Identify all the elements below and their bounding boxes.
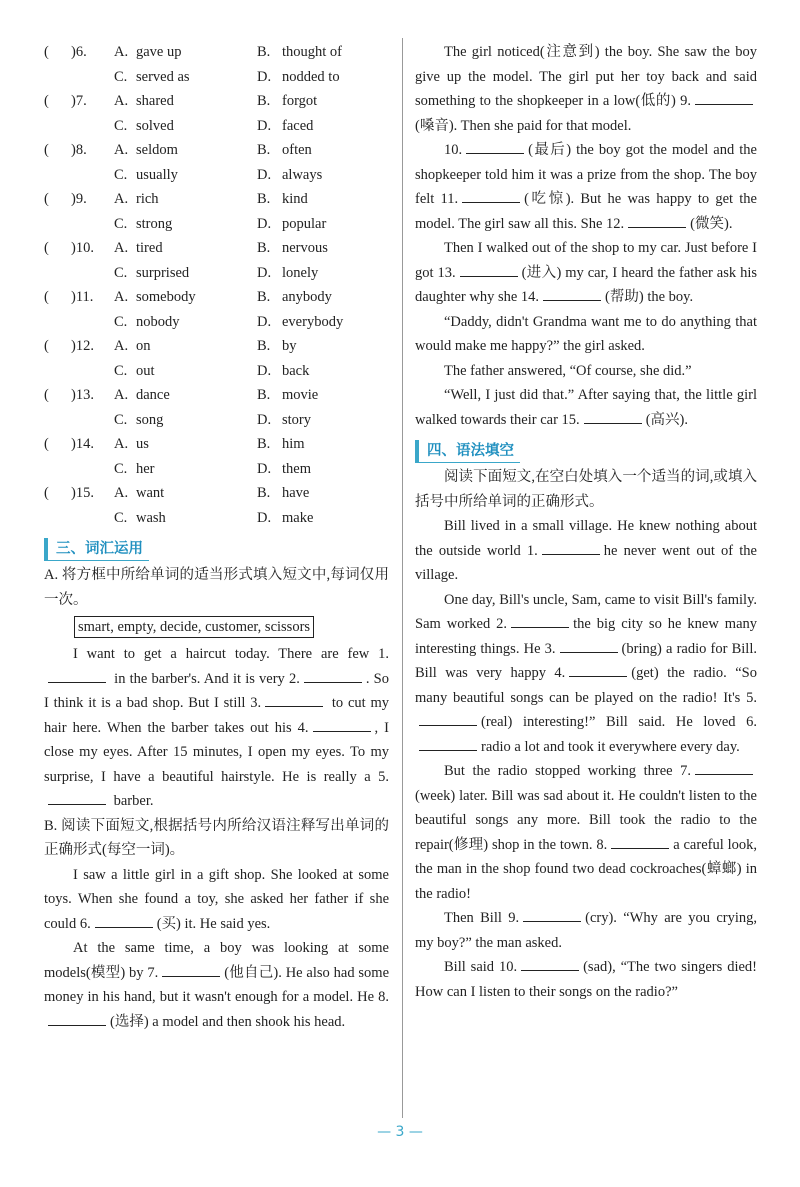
choice-question xyxy=(44,383,389,408)
option-d[interactable]: make xyxy=(282,509,314,526)
choice-question-row2 xyxy=(44,114,389,139)
option-label: B. xyxy=(257,338,271,354)
choice-question-row2 xyxy=(44,261,389,286)
question-number: )11. xyxy=(71,289,94,305)
option-label: C. xyxy=(114,264,128,281)
option-label: B. xyxy=(257,387,271,403)
option-label: A. xyxy=(114,142,129,158)
option-label: D. xyxy=(257,215,272,232)
story-paragraph-4: “Daddy, didn't Grandma want me to do anything that would make me happy?” the girl asked. xyxy=(415,313,757,354)
option-label: A. xyxy=(114,93,129,109)
choice-question-row2 xyxy=(44,506,389,531)
section3-partB-instruction: B. 阅读下面短文,根据括号内所给汉语注释写出单词的正确形式(每空一词)。 xyxy=(44,817,389,858)
blank-3[interactable] xyxy=(265,692,323,707)
option-label: D. xyxy=(257,68,272,85)
option-c[interactable]: usually xyxy=(136,166,178,183)
option-label: A. xyxy=(114,436,129,452)
answer-paren[interactable]: ( xyxy=(44,240,49,256)
choice-question-row2 xyxy=(44,65,389,90)
grammar-blank-7[interactable] xyxy=(695,760,753,775)
option-a[interactable]: rich xyxy=(136,191,159,207)
option-label: B. xyxy=(257,289,271,305)
section4-title: 四、语法填空 xyxy=(415,440,520,463)
option-label: A. xyxy=(114,485,129,501)
story-paragraph-5: The father answered, “Of course, she did.” xyxy=(444,362,692,379)
partB-paragraph-1: I saw a little girl in a gift shop. She looked at some toys. When she found a toy, she asked her father if she could 6. (买) it. He said yes. xyxy=(44,866,389,932)
blank-7[interactable] xyxy=(162,962,220,977)
grammar-blank-9[interactable] xyxy=(523,907,581,922)
option-label: C. xyxy=(114,362,128,379)
option-b[interactable]: thought of xyxy=(282,44,343,60)
choice-questions xyxy=(44,40,389,530)
option-label: D. xyxy=(257,411,272,428)
choice-question xyxy=(44,40,389,65)
grammar-blank-10[interactable] xyxy=(521,956,579,971)
question-number: )6. xyxy=(71,44,87,60)
question-number: )14. xyxy=(71,436,94,452)
option-label: D. xyxy=(257,362,272,379)
blank-11[interactable] xyxy=(462,188,520,203)
option-a[interactable]: want xyxy=(136,485,165,501)
option-a[interactable]: tired xyxy=(136,240,163,256)
question-number: )7. xyxy=(71,93,87,109)
option-c[interactable]: her xyxy=(136,460,155,477)
option-a[interactable]: somebody xyxy=(136,289,196,305)
blank-5[interactable] xyxy=(48,790,106,805)
choice-question xyxy=(44,285,389,310)
blank-6[interactable] xyxy=(95,913,153,928)
option-c[interactable]: solved xyxy=(136,117,174,134)
option-label: B. xyxy=(257,436,271,452)
answer-paren[interactable]: ( xyxy=(44,485,49,501)
option-b[interactable]: movie xyxy=(282,387,319,403)
option-c[interactable]: nobody xyxy=(136,313,180,330)
option-label: C. xyxy=(114,460,128,477)
option-label: C. xyxy=(114,509,128,526)
section4-instruction: 阅读下面短文,在空白处填入一个适当的词,或填入括号中所给单词的正确形式。 xyxy=(415,469,757,510)
option-label: C. xyxy=(114,411,128,428)
option-a[interactable]: seldom xyxy=(136,142,178,158)
question-number: )10. xyxy=(71,240,94,256)
option-label: B. xyxy=(257,240,271,256)
option-b[interactable]: often xyxy=(282,142,312,158)
option-a[interactable]: us xyxy=(136,436,149,452)
right-column xyxy=(415,40,757,1004)
option-c[interactable]: served as xyxy=(136,68,190,85)
grammar-blank-5[interactable] xyxy=(419,711,477,726)
grammar-blank-1[interactable] xyxy=(542,540,600,555)
word-box: smart, empty, decide, customer, scissors xyxy=(74,616,314,638)
question-number: )12. xyxy=(71,338,94,354)
option-d[interactable]: back xyxy=(282,362,310,379)
answer-paren[interactable]: ( xyxy=(44,387,49,403)
option-d[interactable]: always xyxy=(282,166,323,183)
option-label: A. xyxy=(114,240,129,256)
column-divider xyxy=(402,38,403,1118)
choice-question xyxy=(44,334,389,359)
option-label: C. xyxy=(114,68,128,85)
blank-9[interactable] xyxy=(695,90,753,105)
choice-question-row2 xyxy=(44,163,389,188)
option-label: B. xyxy=(257,44,271,60)
page-number: — 3 — xyxy=(377,1124,423,1140)
option-label: B. xyxy=(257,93,271,109)
question-number: )9. xyxy=(71,191,87,207)
choice-question xyxy=(44,89,389,114)
left-column xyxy=(44,40,389,1034)
option-d[interactable]: popular xyxy=(282,215,327,232)
option-label: A. xyxy=(114,387,129,403)
option-label: C. xyxy=(114,313,128,330)
grammar-paragraph-2: One day, Bill's uncle, Sam, came to visit Bill's family. Sam worked 2. the big city so he knew many interesting things. He 3. (bring) a radio for Bill. Bill was very happy 4. (get) the radio. “So many beautiful songs can be played on the radio! It's 5.(real) interesting!” Bill said. He loved 6.radio a lot and took it everywhere every day. xyxy=(415,591,758,755)
grammar-blank-4[interactable] xyxy=(569,662,627,677)
grammar-paragraph-5: Bill said 10. (sad), “The two singers died! How can I listen to their songs on the radio?” xyxy=(415,955,757,1004)
option-label: B. xyxy=(257,485,271,501)
option-b[interactable]: nervous xyxy=(282,240,328,256)
option-label: D. xyxy=(257,264,272,281)
grammar-paragraph-3: But the radio stopped working three 7.(week) later. Bill was sad about it. He couldn't listen to the beautiful songs any more. Bill took the radio to the repair(修理) shop in the town. 8. a careful look, the man in the shop found two dead cockroaches(蟑螂) in the radio! xyxy=(415,759,757,906)
question-number: )8. xyxy=(71,142,87,158)
option-label: A. xyxy=(114,289,129,305)
partB-paragraph-2: At the same time, a boy was looking at some models(模型) by 7. (他自己). He also had some money in his hand, but it wasn't enough for a model. He 8.(选择) a model and then shook his head. xyxy=(44,940,390,1030)
choice-question-row2 xyxy=(44,457,389,482)
option-label: C. xyxy=(114,117,128,134)
choice-question xyxy=(44,187,389,212)
option-d[interactable]: everybody xyxy=(282,313,344,330)
answer-paren[interactable]: ( xyxy=(44,289,49,305)
option-label: C. xyxy=(114,215,128,232)
choice-question-row2 xyxy=(44,408,389,433)
story-paragraph-3: Then I walked out of the shop to my car. Just before I got 13. (进入) my car, I heard the father ask his daughter why she 14. (帮助) the boy. xyxy=(415,240,758,305)
grammar-paragraph-4: Then Bill 9. (cry). “Why are you crying, my boy?” the man asked. xyxy=(415,906,757,955)
choice-question-row2 xyxy=(44,212,389,237)
option-b[interactable]: forgot xyxy=(282,93,318,109)
answer-paren[interactable]: ( xyxy=(44,44,49,60)
grammar-blank-8[interactable] xyxy=(611,834,669,849)
option-a[interactable]: on xyxy=(136,338,151,354)
partA-passage: I want to get a haircut today. There are few 1. in the barber's. And it is very 2. . So I think it is a bad shop. But I still 3. to cut my hair here. When the barber takes out his 4. , I close my eyes. After 15 minutes, I open my eyes. To my surprise, I have a beautiful hairstyle. He is really a 5. barber. xyxy=(44,646,389,809)
option-d[interactable]: story xyxy=(282,411,311,428)
option-b[interactable]: him xyxy=(282,436,305,452)
grammar-blank-3[interactable] xyxy=(560,638,618,653)
choice-question-row2 xyxy=(44,359,389,384)
story-paragraph-2: 10. (最后) the boy got the model and the shopkeeper told him it was a prize from the shop. The boy felt 11. (吃惊). But he was happy to get the model. The girl saw all this. She 12. (微笑). xyxy=(415,138,757,236)
choice-question-row2 xyxy=(44,310,389,335)
blank-2[interactable] xyxy=(304,668,362,683)
option-label: D. xyxy=(257,166,272,183)
option-label: D. xyxy=(257,117,272,134)
option-c[interactable]: strong xyxy=(136,215,173,232)
story-paragraph-6: “Well, I just did that.” After saying that, the little girl walked towards their car 15. (高兴). xyxy=(415,387,757,428)
option-b[interactable]: by xyxy=(282,338,297,354)
option-b[interactable]: have xyxy=(282,485,310,501)
story-paragraph-1: The girl noticed(注意到) the boy. She saw the boy give up the model. The girl put her toy back and said something to the shopkeeper in a low(低的) 9.(嗓音). Then she paid for that model. xyxy=(415,44,757,134)
option-c[interactable]: out xyxy=(136,362,155,379)
blank-1[interactable] xyxy=(48,668,106,683)
option-label: D. xyxy=(257,509,272,526)
option-label: B. xyxy=(257,191,271,207)
choice-question xyxy=(44,432,389,457)
answer-paren[interactable]: ( xyxy=(44,93,49,109)
grammar-blank-6[interactable] xyxy=(419,736,477,751)
answer-paren[interactable]: ( xyxy=(44,191,49,207)
blank-13[interactable] xyxy=(460,262,518,277)
answer-paren[interactable]: ( xyxy=(44,142,49,158)
blank-8[interactable] xyxy=(48,1011,106,1026)
section3-partA-instruction: A. 将方框中所给单词的适当形式填入短文中,每词仅用一次。 xyxy=(44,567,389,608)
choice-question xyxy=(44,481,389,506)
option-label: A. xyxy=(114,338,129,354)
choice-question xyxy=(44,236,389,261)
option-label: D. xyxy=(257,460,272,477)
blank-12[interactable] xyxy=(628,213,686,228)
option-label: B. xyxy=(257,142,271,158)
option-label: D. xyxy=(257,313,272,330)
option-label: C. xyxy=(114,166,128,183)
blank-4[interactable] xyxy=(313,717,371,732)
option-d[interactable]: lonely xyxy=(282,264,319,281)
option-d[interactable]: nodded to xyxy=(282,68,340,85)
blank-10[interactable] xyxy=(466,139,524,154)
grammar-blank-2[interactable] xyxy=(511,613,569,628)
section3-title: 三、词汇运用 xyxy=(44,538,149,561)
option-c[interactable]: surprised xyxy=(136,264,190,281)
question-number: )15. xyxy=(71,485,94,501)
option-a[interactable]: gave up xyxy=(136,44,182,60)
choice-question xyxy=(44,138,389,163)
option-d[interactable]: faced xyxy=(282,117,314,134)
blank-14[interactable] xyxy=(543,286,601,301)
option-label: A. xyxy=(114,44,129,60)
answer-paren[interactable]: ( xyxy=(44,338,49,354)
option-c[interactable]: wash xyxy=(136,509,166,526)
option-b[interactable]: kind xyxy=(282,191,308,207)
option-a[interactable]: dance xyxy=(136,387,170,403)
option-c[interactable]: song xyxy=(136,411,164,428)
option-b[interactable]: anybody xyxy=(282,289,332,305)
blank-15[interactable] xyxy=(584,409,642,424)
option-a[interactable]: shared xyxy=(136,93,174,109)
option-label: A. xyxy=(114,191,129,207)
answer-paren[interactable]: ( xyxy=(44,436,49,452)
grammar-paragraph-1: Bill lived in a small village. He knew nothing about the outside world 1. he never went out of the village. xyxy=(415,518,757,583)
option-d[interactable]: them xyxy=(282,460,311,477)
question-number: )13. xyxy=(71,387,94,403)
